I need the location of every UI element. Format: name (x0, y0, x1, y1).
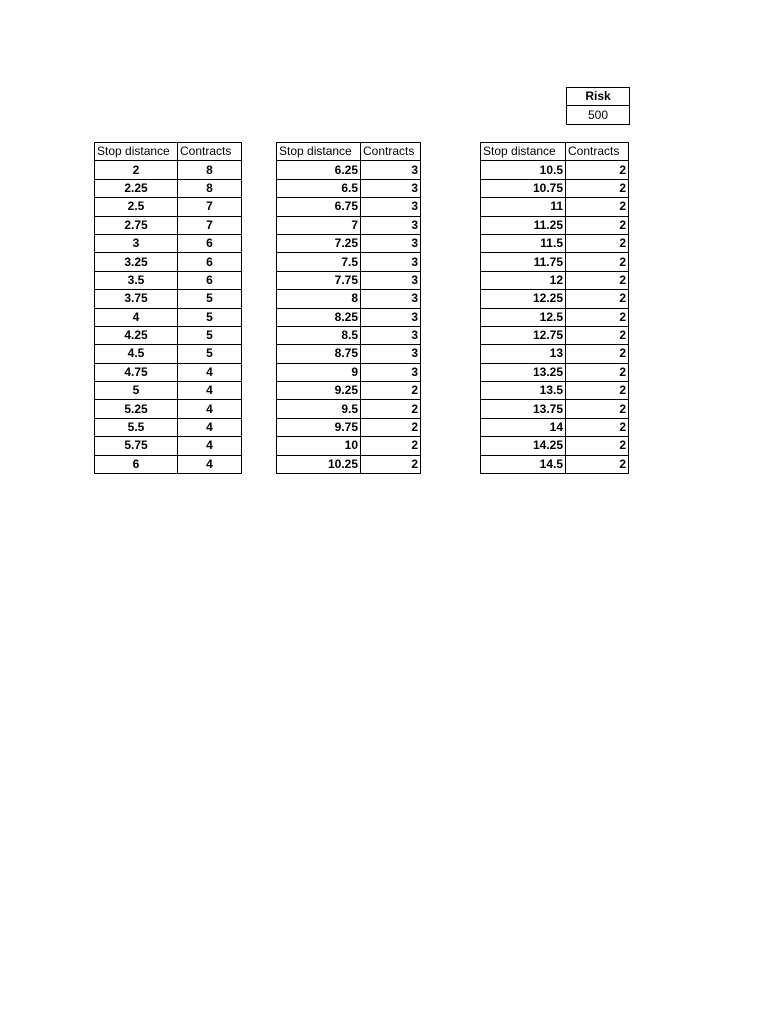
cell-contracts[interactable]: 8 (178, 161, 242, 179)
cell-contracts[interactable]: 2 (566, 234, 629, 252)
table-row (277, 216, 421, 234)
cell-contracts[interactable]: 3 (361, 179, 421, 197)
cell-contracts[interactable]: 2 (566, 253, 629, 271)
cell-contracts[interactable]: 4 (178, 437, 242, 455)
cell-contracts[interactable]: 2 (566, 437, 629, 455)
table-row (481, 161, 629, 179)
table-row (277, 179, 421, 197)
cell-stop-distance[interactable]: 2.75 (95, 216, 178, 234)
table-row (481, 216, 629, 234)
table-row (277, 234, 421, 252)
cell-contracts[interactable]: 2 (361, 382, 421, 400)
cell-contracts[interactable]: 3 (361, 198, 421, 216)
table-header-row (95, 143, 242, 161)
cell-contracts[interactable]: 4 (178, 418, 242, 436)
cell-contracts[interactable]: 7 (178, 198, 242, 216)
cell-stop-distance[interactable]: 8.25 (277, 308, 361, 326)
table-row (481, 271, 629, 289)
table-row (481, 234, 629, 252)
cell-stop-distance[interactable]: 10.75 (481, 179, 566, 197)
table-row (277, 400, 421, 418)
cell-stop-distance[interactable]: 8.5 (277, 326, 361, 344)
cell-stop-distance[interactable]: 5.25 (95, 400, 178, 418)
cell-stop-distance[interactable]: 11.75 (481, 253, 566, 271)
table-row (277, 326, 421, 344)
cell-contracts[interactable]: 2 (566, 271, 629, 289)
cell-stop-distance[interactable]: 6 (95, 455, 178, 473)
cell-stop-distance[interactable]: 3 (95, 234, 178, 252)
table-row (95, 326, 242, 344)
table-row (95, 418, 242, 436)
cell-stop-distance[interactable]: 13 (481, 345, 566, 363)
table-row (95, 400, 242, 418)
risk-value-row (567, 106, 630, 124)
cell-contracts[interactable]: 4 (178, 363, 242, 381)
table-row (95, 382, 242, 400)
cell-stop-distance[interactable]: 14 (481, 418, 566, 436)
table-row (95, 161, 242, 179)
table-row (277, 345, 421, 363)
cell-contracts[interactable]: 3 (361, 326, 421, 344)
cell-stop-distance[interactable]: 7.25 (277, 234, 361, 252)
cell-stop-distance[interactable]: 2 (95, 161, 178, 179)
table-row (95, 271, 242, 289)
cell-contracts[interactable]: 2 (566, 198, 629, 216)
cell-stop-distance[interactable]: 5.5 (95, 418, 178, 436)
cell-contracts[interactable]: 3 (361, 271, 421, 289)
cell-stop-distance[interactable]: 12.25 (481, 290, 566, 308)
stop-table-2 (276, 142, 421, 474)
cell-stop-distance[interactable]: 9.75 (277, 418, 361, 436)
cell-stop-distance[interactable]: 7 (277, 216, 361, 234)
table-row (481, 253, 629, 271)
header-contracts[interactable]: Contracts (178, 143, 242, 161)
table-row (481, 382, 629, 400)
risk-header-row (567, 88, 630, 106)
table-row (481, 308, 629, 326)
table-row (481, 363, 629, 381)
cell-stop-distance[interactable]: 9 (277, 363, 361, 381)
cell-contracts[interactable]: 3 (361, 345, 421, 363)
table-row (277, 290, 421, 308)
cell-stop-distance[interactable]: 7.75 (277, 271, 361, 289)
table-row (277, 418, 421, 436)
header-contracts[interactable]: Contracts (566, 143, 629, 161)
cell-stop-distance[interactable]: 11.25 (481, 216, 566, 234)
cell-contracts[interactable]: 4 (178, 382, 242, 400)
table-row (481, 326, 629, 344)
table-row (481, 418, 629, 436)
cell-stop-distance[interactable]: 10 (277, 437, 361, 455)
cell-contracts[interactable]: 2 (361, 437, 421, 455)
risk-value[interactable]: 500 (567, 106, 630, 124)
table-row (95, 290, 242, 308)
cell-contracts[interactable]: 5 (178, 345, 242, 363)
cell-stop-distance[interactable]: 6.5 (277, 179, 361, 197)
table-row (481, 179, 629, 197)
cell-contracts[interactable]: 2 (566, 216, 629, 234)
cell-stop-distance[interactable]: 9.25 (277, 382, 361, 400)
table-row (277, 363, 421, 381)
cell-stop-distance[interactable]: 13.75 (481, 400, 566, 418)
cell-contracts[interactable]: 2 (566, 345, 629, 363)
cell-contracts[interactable]: 4 (178, 455, 242, 473)
cell-contracts[interactable]: 2 (566, 308, 629, 326)
cell-stop-distance[interactable]: 3.5 (95, 271, 178, 289)
table-row (95, 345, 242, 363)
table-row (95, 216, 242, 234)
header-stop-distance[interactable]: Stop distance (95, 143, 178, 161)
cell-stop-distance[interactable]: 4.75 (95, 363, 178, 381)
cell-stop-distance[interactable]: 8 (277, 290, 361, 308)
cell-stop-distance[interactable]: 10.25 (277, 455, 361, 473)
cell-contracts[interactable]: 2 (361, 455, 421, 473)
cell-contracts[interactable]: 2 (566, 326, 629, 344)
cell-contracts[interactable]: 3 (361, 290, 421, 308)
table-row (277, 161, 421, 179)
cell-contracts[interactable]: 4 (178, 400, 242, 418)
cell-stop-distance[interactable]: 3.75 (95, 290, 178, 308)
cell-contracts[interactable]: 3 (361, 161, 421, 179)
stop-table-1 (94, 142, 242, 474)
cell-contracts[interactable]: 2 (361, 400, 421, 418)
cell-contracts[interactable]: 5 (178, 290, 242, 308)
table-row (95, 198, 242, 216)
cell-contracts[interactable]: 6 (178, 253, 242, 271)
cell-stop-distance[interactable]: 7.5 (277, 253, 361, 271)
header-stop-distance[interactable]: Stop distance (277, 143, 361, 161)
table-row (277, 308, 421, 326)
table-row (95, 308, 242, 326)
cell-stop-distance[interactable]: 9.5 (277, 400, 361, 418)
header-contracts[interactable]: Contracts (361, 143, 421, 161)
cell-stop-distance[interactable]: 4.25 (95, 326, 178, 344)
cell-contracts[interactable]: 2 (566, 400, 629, 418)
table-row (481, 400, 629, 418)
cell-stop-distance[interactable]: 13.5 (481, 382, 566, 400)
cell-stop-distance[interactable]: 12.5 (481, 308, 566, 326)
cell-contracts[interactable]: 5 (178, 308, 242, 326)
table-row (277, 382, 421, 400)
cell-stop-distance[interactable]: 11.5 (481, 234, 566, 252)
table-row (277, 271, 421, 289)
cell-stop-distance[interactable]: 4.5 (95, 345, 178, 363)
cell-stop-distance[interactable]: 5 (95, 382, 178, 400)
cell-stop-distance[interactable]: 14.5 (481, 455, 566, 473)
cell-contracts[interactable]: 5 (178, 326, 242, 344)
cell-stop-distance[interactable]: 6.75 (277, 198, 361, 216)
table-row (95, 455, 242, 473)
table-row (481, 437, 629, 455)
cell-contracts[interactable]: 7 (178, 216, 242, 234)
cell-stop-distance[interactable]: 5.75 (95, 437, 178, 455)
cell-contracts[interactable]: 8 (178, 179, 242, 197)
risk-label[interactable]: Risk (567, 88, 630, 106)
cell-stop-distance[interactable]: 10.5 (481, 161, 566, 179)
cell-contracts[interactable]: 2 (566, 455, 629, 473)
table-row (481, 345, 629, 363)
cell-stop-distance[interactable]: 4 (95, 308, 178, 326)
cell-stop-distance[interactable]: 8.75 (277, 345, 361, 363)
table-row (277, 198, 421, 216)
table-row (277, 437, 421, 455)
cell-contracts[interactable]: 6 (178, 234, 242, 252)
cell-contracts[interactable]: 2 (566, 179, 629, 197)
cell-contracts[interactable]: 2 (361, 418, 421, 436)
header-stop-distance[interactable]: Stop distance (481, 143, 566, 161)
risk-table (566, 87, 630, 125)
cell-stop-distance[interactable]: 11 (481, 198, 566, 216)
table-header-row (277, 143, 421, 161)
table-row (481, 198, 629, 216)
cell-stop-distance[interactable]: 12.75 (481, 326, 566, 344)
table-row (95, 363, 242, 381)
cell-contracts[interactable]: 3 (361, 216, 421, 234)
cell-contracts[interactable]: 3 (361, 253, 421, 271)
cell-stop-distance[interactable]: 14.25 (481, 437, 566, 455)
cell-contracts[interactable]: 2 (566, 363, 629, 381)
cell-stop-distance[interactable]: 12 (481, 271, 566, 289)
cell-contracts[interactable]: 2 (566, 382, 629, 400)
table-row (481, 290, 629, 308)
table-row (277, 253, 421, 271)
cell-stop-distance[interactable]: 2.25 (95, 179, 178, 197)
table-row (95, 253, 242, 271)
cell-stop-distance[interactable]: 3.25 (95, 253, 178, 271)
table-row (95, 179, 242, 197)
table-header-row (481, 143, 629, 161)
cell-stop-distance[interactable]: 6.25 (277, 161, 361, 179)
cell-contracts[interactable]: 2 (566, 161, 629, 179)
table-row (277, 455, 421, 473)
cell-contracts[interactable]: 3 (361, 234, 421, 252)
table-row (95, 437, 242, 455)
table-row (481, 455, 629, 473)
cell-stop-distance[interactable]: 2.5 (95, 198, 178, 216)
cell-contracts[interactable]: 3 (361, 363, 421, 381)
table-row (95, 234, 242, 252)
cell-contracts[interactable]: 2 (566, 418, 629, 436)
cell-contracts[interactable]: 2 (566, 290, 629, 308)
stop-table-3 (480, 142, 629, 474)
cell-stop-distance[interactable]: 13.25 (481, 363, 566, 381)
cell-contracts[interactable]: 3 (361, 308, 421, 326)
cell-contracts[interactable]: 6 (178, 271, 242, 289)
